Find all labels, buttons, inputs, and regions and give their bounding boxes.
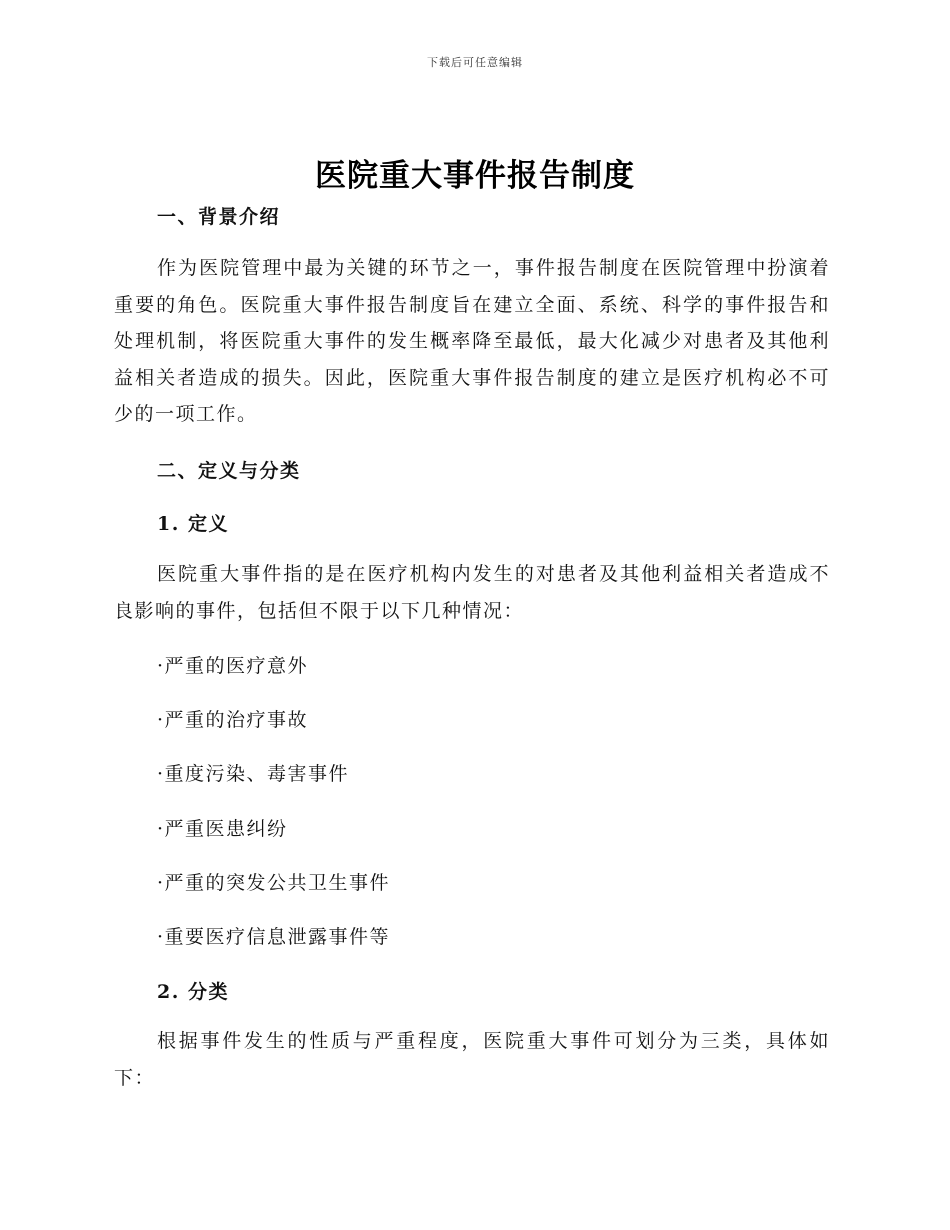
header-note: 下载后可任意编辑 — [427, 56, 523, 69]
list-item: ·严重的突发公共卫生事件 — [157, 872, 391, 894]
document-title: 医院重大事件报告制度 — [315, 158, 635, 194]
subheading-definition: 1. 定义 — [157, 513, 229, 535]
list-item: ·重度污染、毒害事件 — [157, 763, 350, 785]
list-item: ·重要医疗信息泄露事件等 — [157, 926, 391, 948]
subheading-classification: 2. 分类 — [157, 981, 229, 1003]
list-item: ·严重的治疗事故 — [157, 709, 309, 731]
paragraph-definition: 医院重大事件指的是在医疗机构内发生的对患者及其他利益相关者造成不良影响的事件，包括但不限于以下几种情况： — [114, 563, 830, 622]
list-item: ·严重的医疗意外 — [157, 655, 309, 677]
section-heading-definition-classification: 二、定义与分类 — [157, 460, 301, 482]
paragraph-background: 作为医院管理中最为关键的环节之一，事件报告制度在医院管理中扮演着重要的角色。医院重大事件报告制度旨在建立全面、系统、科学的事件报告和处理机制，将医院重大事件的发生概率降至最低，最大化减少对患者及其他利益相关者造成的损失。因此，医院重大事件报告制度的建立是医疗机构必不可少的一项工作。 — [114, 257, 830, 425]
list-item: ·严重医患纠纷 — [157, 818, 288, 840]
section-heading-background: 一、背景介绍 — [157, 206, 281, 228]
paragraph-classification: 根据事件发生的性质与严重程度，医院重大事件可划分为三类，具体如下： — [114, 1030, 830, 1089]
